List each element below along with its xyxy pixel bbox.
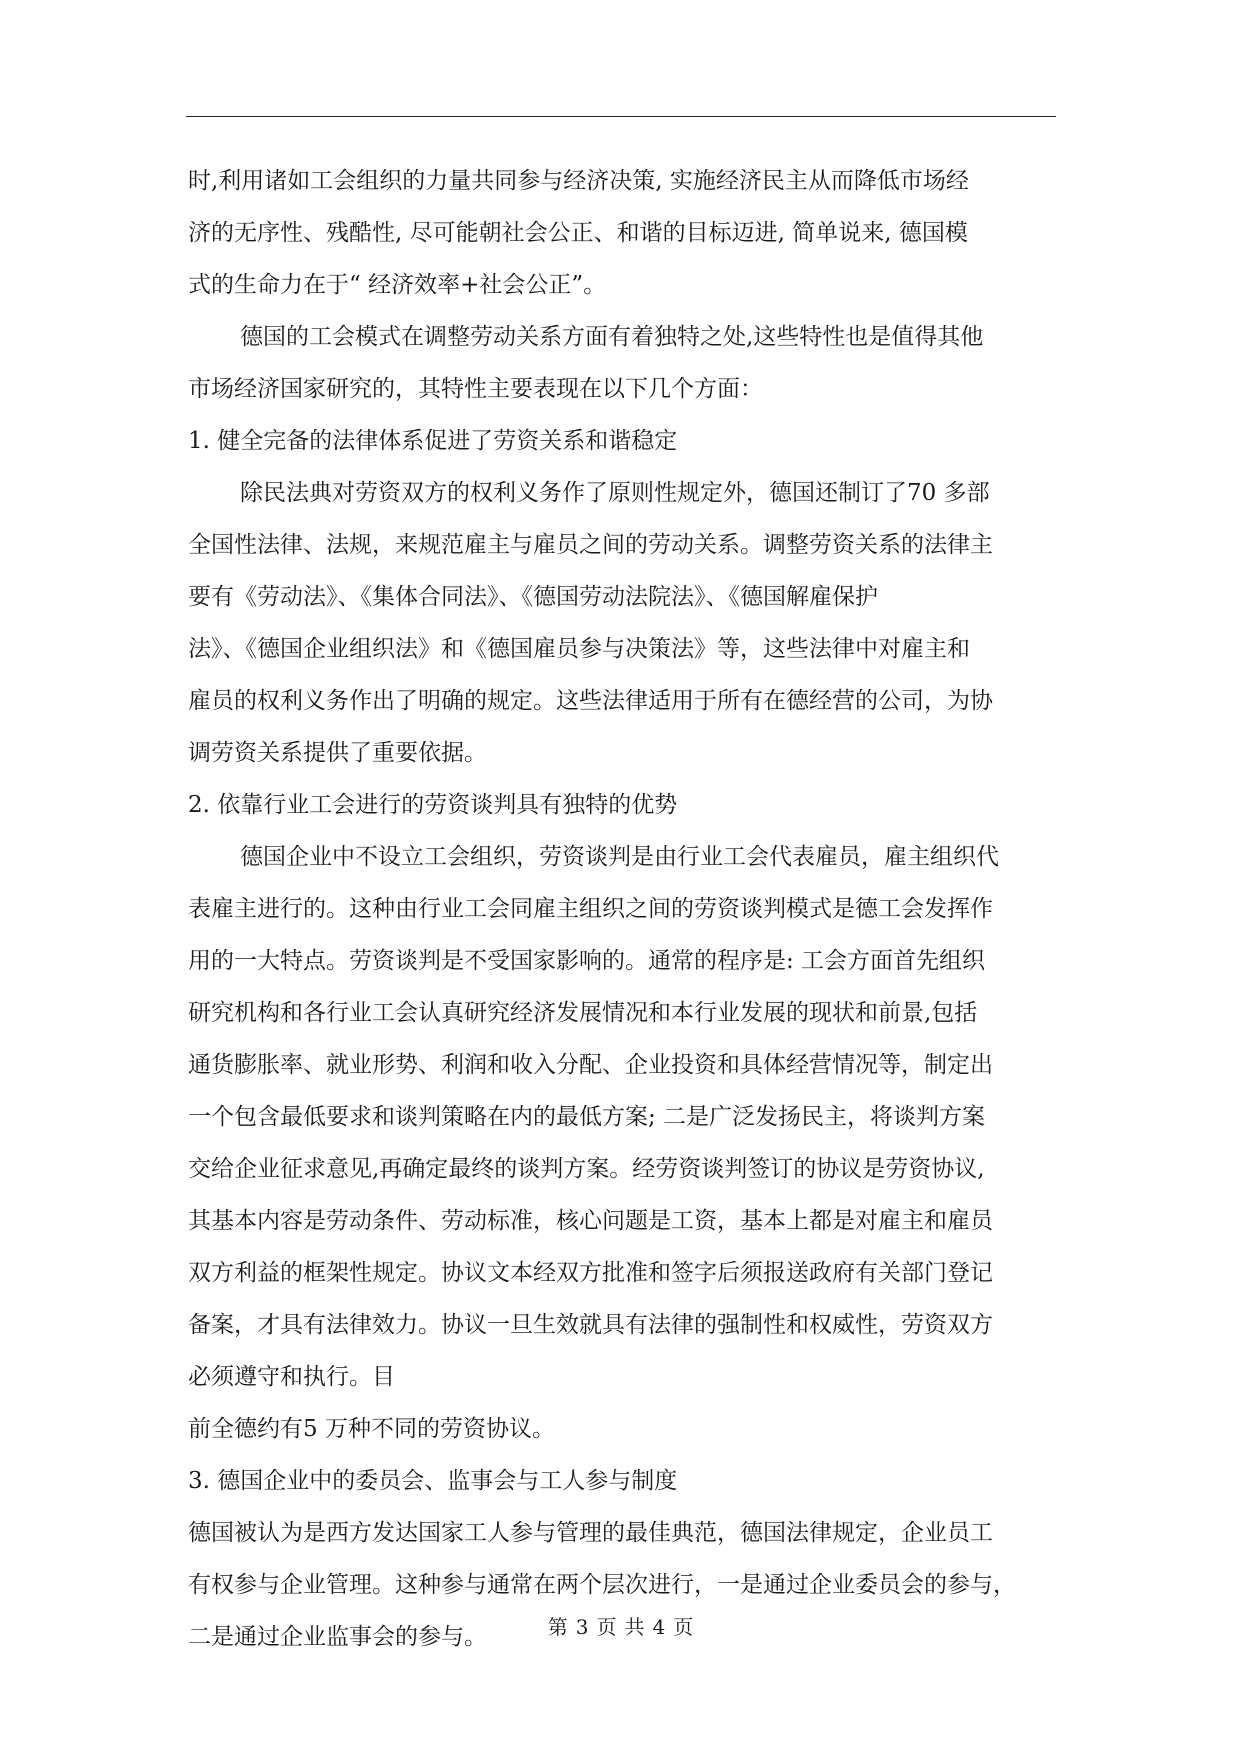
paragraph-start: 德国的工会模式在调整劳动关系方面有着独特之处,这些特性也是值得其他 bbox=[240, 324, 984, 350]
text-line: 要有《劳动法》、《集体合同法》、《德国劳动法院法》、《德国解雇保护 bbox=[188, 584, 878, 610]
text-line: 前全德约有5 万种不同的劳资协议。 bbox=[188, 1416, 555, 1442]
text-line: 双方利益的框架性规定。协议文本经双方批准和签字后须报送政府有关部门登记 bbox=[188, 1260, 993, 1286]
text-line: 二是通过企业监事会的参与。 bbox=[188, 1624, 487, 1650]
paragraph-start: 除民法典对劳资双方的权利义务作了原则性规定外，德国还制订了70 多部 bbox=[240, 480, 990, 506]
text-line: 市场经济国家研究的，其特性主要表现在以下几个方面： bbox=[188, 376, 763, 402]
section-heading-3: 3. 德国企业中的委员会、监事会与工人参与制度 bbox=[188, 1468, 678, 1494]
text-line: 有权参与企业管理。这种参与通常在两个层次进行，一是通过企业委员会的参与， bbox=[188, 1572, 1016, 1598]
text-line: 其基本内容是劳动条件、劳动标准，核心问题是工资，基本上都是对雇主和雇员 bbox=[188, 1208, 993, 1234]
text-line: 必须遵守和执行。目 bbox=[188, 1364, 395, 1390]
text-line: 调劳资关系提供了重要依据。 bbox=[188, 740, 487, 766]
text-line: 济的无序性、残酷性, 尽可能朝社会公正、和谐的目标迈进, 简单说来, 德国模 bbox=[188, 220, 968, 246]
text-line: 研究机构和各行业工会认真研究经济发展情况和本行业发展的现状和前景,包括 bbox=[188, 1000, 978, 1026]
footer-word: 共 bbox=[624, 1615, 645, 1639]
text-line: 时,利用诸如工会组织的力量共同参与经济决策, 实施经济民主从而降低市场经 bbox=[188, 168, 969, 194]
text-line: 用的一大特点。劳资谈判是不受国家影响的。通常的程序是: 工会方面首先组织 bbox=[188, 948, 986, 974]
section-heading-1: 1. 健全完备的法律体系促进了劳资关系和谐稳定 bbox=[188, 428, 678, 454]
total-pages: 4 bbox=[652, 1615, 666, 1639]
text-line: 交给企业征求意见,再确定最终的谈判方案。经劳资谈判签订的协议是劳资协议, bbox=[188, 1156, 985, 1182]
text-line: 雇员的权利义务作出了明确的规定。这些法律适用于所有在德经营的公司，为协 bbox=[188, 688, 993, 714]
footer-word: 第 bbox=[547, 1615, 568, 1639]
text-line: 德国被认为是西方发达国家工人参与管理的最佳典范，德国法律规定，企业员工 bbox=[188, 1520, 993, 1546]
text-line: 法》、《德国企业组织法》和《德国雇员参与决策法》等，这些法律中对雇主和 bbox=[188, 636, 970, 662]
document-body bbox=[188, 155, 1058, 1663]
header-rule bbox=[186, 116, 1056, 117]
text-line: 一个包含最低要求和谈判策略在内的最低方案; 二是广泛发扬民主，将谈判方案 bbox=[188, 1104, 986, 1130]
text-line: 式的生命力在于“ 经济效率+社会公正”。 bbox=[188, 272, 607, 298]
footer-word: 页 bbox=[596, 1615, 617, 1639]
text-line: 通货膨胀率、就业形势、利润和收入分配、企业投资和具体经营情况等，制定出 bbox=[188, 1052, 993, 1078]
text-line: 表雇主进行的。这种由行业工会同雇主组织之间的劳资谈判模式是德工会发挥作 bbox=[188, 896, 993, 922]
page-number: 3 bbox=[575, 1615, 589, 1639]
paragraph-start: 德国企业中不设立工会组织，劳资谈判是由行业工会代表雇员，雇主组织代 bbox=[240, 844, 999, 870]
footer-word: 页 bbox=[673, 1615, 694, 1639]
page-footer bbox=[0, 1614, 1241, 1640]
text-line: 备案，才具有法律效力。协议一旦生效就具有法律的强制性和权威性，劳资双方 bbox=[188, 1312, 993, 1338]
text-line: 全国性法律、法规，来规范雇主与雇员之间的劳动关系。调整劳资关系的法律主 bbox=[188, 532, 993, 558]
section-heading-2: 2. 依靠行业工会进行的劳资谈判具有独特的优势 bbox=[188, 792, 678, 818]
